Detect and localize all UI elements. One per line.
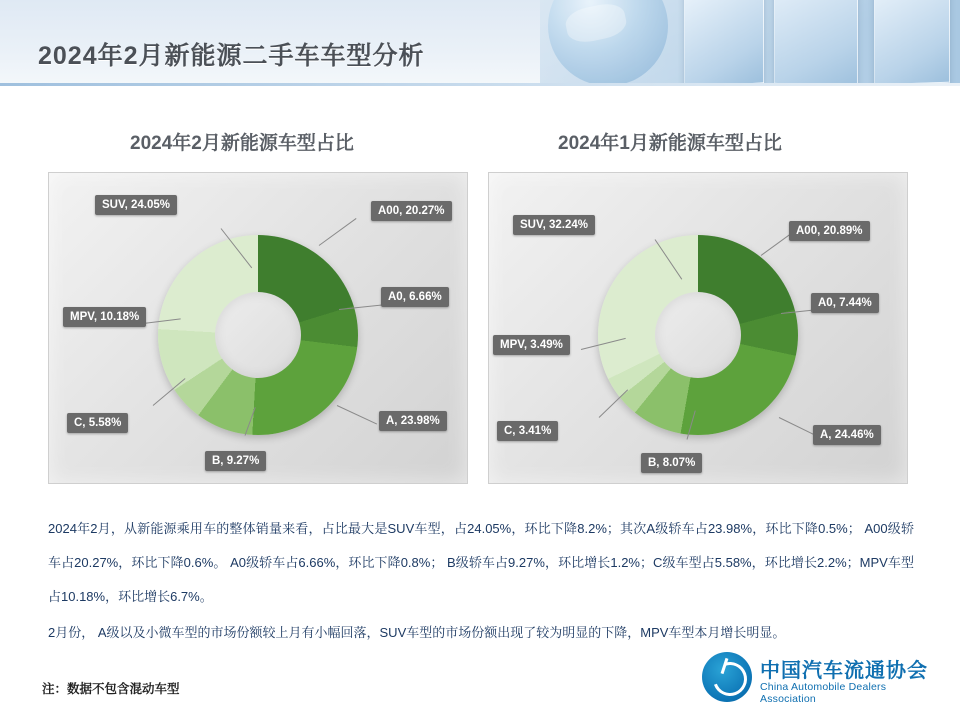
slice-label-mpv: MPV, 10.18% bbox=[63, 307, 146, 327]
chart-panel-february bbox=[48, 172, 468, 484]
donut-ring bbox=[598, 235, 798, 435]
footnote: 注：数据不包含混动车型 bbox=[42, 682, 180, 696]
analysis-paragraph-1: 2024年2月，从新能源乘用车的整体销量来看，占比最大是SUV车型，占24.05%，环比下降8.2%；其次A级轿车占23.98%，环比下降0.5%； A00级轿车占20.27%，环比下降0.6%。 A0级轿车占6.66%，环比下降0.8%； B级轿车占9.27%，环比增长1.2%；C级车型占5.58%，环比增长2.2%；MPV车型占10.18%，环比增长6.7%。 bbox=[48, 521, 914, 604]
cube-decor-icon bbox=[874, 0, 950, 85]
chart-panel-january bbox=[488, 172, 908, 484]
slice-label-b: B, 8.07% bbox=[641, 453, 702, 473]
slice-label-a: A, 23.98% bbox=[379, 411, 447, 431]
slice-label-a0: A0, 6.66% bbox=[381, 287, 449, 307]
chart-title-january: 2024年1月新能源车型占比 bbox=[558, 133, 782, 154]
slice-label-mpv: MPV, 3.49% bbox=[493, 335, 570, 355]
header-decor-image bbox=[540, 0, 960, 84]
logo-text-cn: 中国汽车流通协会 bbox=[760, 660, 928, 682]
slice-label-b: B, 9.27% bbox=[205, 451, 266, 471]
page-header bbox=[0, 0, 960, 86]
slice-label-a: A, 24.46% bbox=[813, 425, 881, 445]
chart-title-february: 2024年2月新能源车型占比 bbox=[130, 133, 354, 154]
donut-hole bbox=[215, 292, 301, 378]
analysis-text bbox=[48, 512, 914, 652]
slice-label-suv: SUV, 32.24% bbox=[513, 215, 595, 235]
cada-emblem-icon bbox=[702, 652, 752, 702]
association-logo bbox=[702, 650, 932, 704]
donut-chart-february bbox=[158, 235, 358, 435]
slice-label-a0: A0, 7.44% bbox=[811, 293, 879, 313]
slice-label-suv: SUV, 24.05% bbox=[95, 195, 177, 215]
cube-decor-icon bbox=[774, 0, 858, 86]
slice-label-a00: A00, 20.89% bbox=[789, 221, 870, 241]
slice-label-a00: A00, 20.27% bbox=[371, 201, 452, 221]
cube-decor-icon bbox=[684, 0, 764, 86]
logo-text-en: China Automobile Dealers Association bbox=[760, 681, 887, 705]
analysis-paragraph-2: 2月份， A级以及小微车型的市场份额较上月有小幅回落，SUV车型的市场份额出现了较为明显的下降，MPV车型本月增长明显。 bbox=[48, 625, 786, 640]
globe-icon bbox=[548, 0, 668, 86]
slice-label-c: C, 3.41% bbox=[497, 421, 558, 441]
donut-chart-january bbox=[598, 235, 798, 435]
donut-ring bbox=[158, 235, 358, 435]
page-title: 2024年2月新能源二手车车型分析 bbox=[38, 42, 425, 70]
donut-hole bbox=[655, 292, 741, 378]
slice-label-c: C, 5.58% bbox=[67, 413, 128, 433]
